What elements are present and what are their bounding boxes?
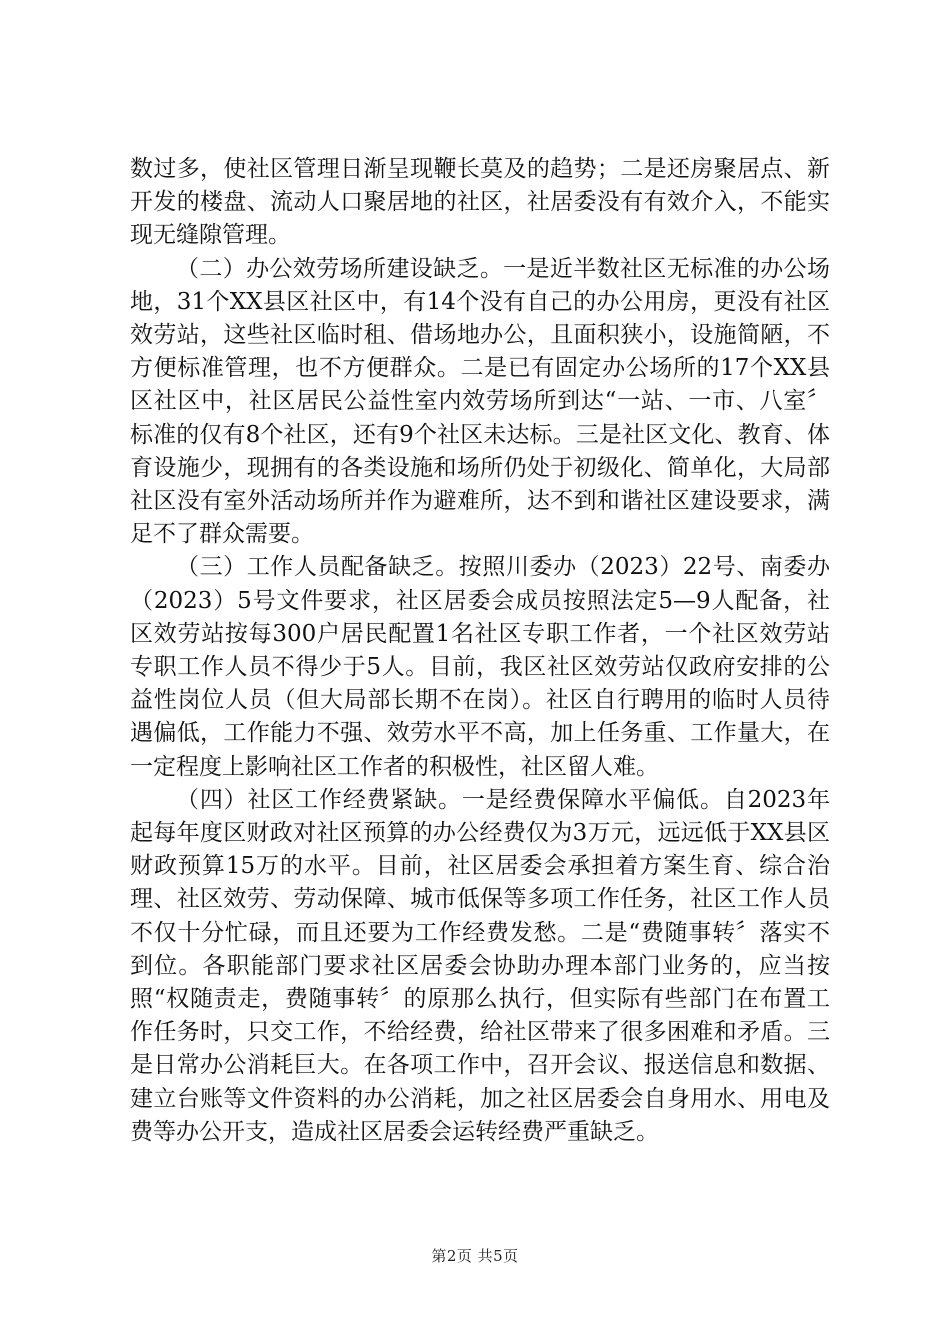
paragraph-staffing: （三）工作人员配备缺乏。按照川委办（2023）22号、南委办（2023）5号文件要求，社区居委会成员按照法定5—9人配备，社区效劳站按每300户居民配置1名社区专职工作者，一个社区效劳站专职工作人员不得少于5人。目前，我区社区效劳站仅政府安排的公益性岗位人员（但大局部长期不在岗）。社区自行聘用的临时人员待遇偏低，工作能力不强、效劳水平不高，加上任务重、工作量大，在一定程度上影响社区工作者的积极性，社区留人难。 <box>130 554 830 780</box>
paragraph-funding: （四）社区工作经费紧缺。一是经费保障水平偏低。自2023年起每年度区财政对社区预算的办公经费仅为3万元，远远低于XX县区财政预算15万的水平。目前，社区居委会承担着方案生育、综合治理、社区效劳、劳动保障、城市低保等多项工作任务，社区工作人员不仅十分忙碌，而且还要为工作经费发愁。二是“费随事转〞落实不到位。各职能部门要求社区居委会协助办理本部门业务的，应当按照“权随责走，费随事转〞的原那么执行，但实际有些部门在布置工作任务时，只交工作，不给经费，给社区带来了很多困难和矛盾。三是日常办公消耗巨大。在各项工作中，召开会议、报送信息和数据、建立台账等文件资料的办公消耗，加之社区居委会自身用水、用电及费等办公开支，造成社区居委会运转经费严重缺乏。 <box>130 786 830 1145</box>
document-body <box>130 153 830 1149</box>
paragraph-office-facilities: （二）办公效劳场所建设缺乏。一是近半数社区无标准的办公场地，31个XX县区社区中，有14个没有自己的办公用房，更没有社区效劳站，这些社区临时租、借场地办公，且面积狭小，设施简陋，不方便标准管理，也不方便群众。二是已有固定办公场所的17个XX县区社区中，社区居民公益性室内效劳场所到达“一站、一市、八室〞标准的仅有8个社区，还有9个社区未达标。三是社区文化、教育、体育设施少，现拥有的各类设施和场所仍处于初级化、简单化，大局部社区没有室外活动场所并作为避难所，达不到和谐社区建设要求，满足不了群众需要。 <box>130 255 830 548</box>
paragraph-continuation: 数过多，使社区管理日渐呈现鞭长莫及的趋势；二是还房聚居点、新开发的楼盘、流动人口聚居地的社区，社居委没有有效介入，不能实现无缝隙管理。 <box>130 156 830 249</box>
page-footer: 第2页 共5页 <box>431 1247 519 1265</box>
